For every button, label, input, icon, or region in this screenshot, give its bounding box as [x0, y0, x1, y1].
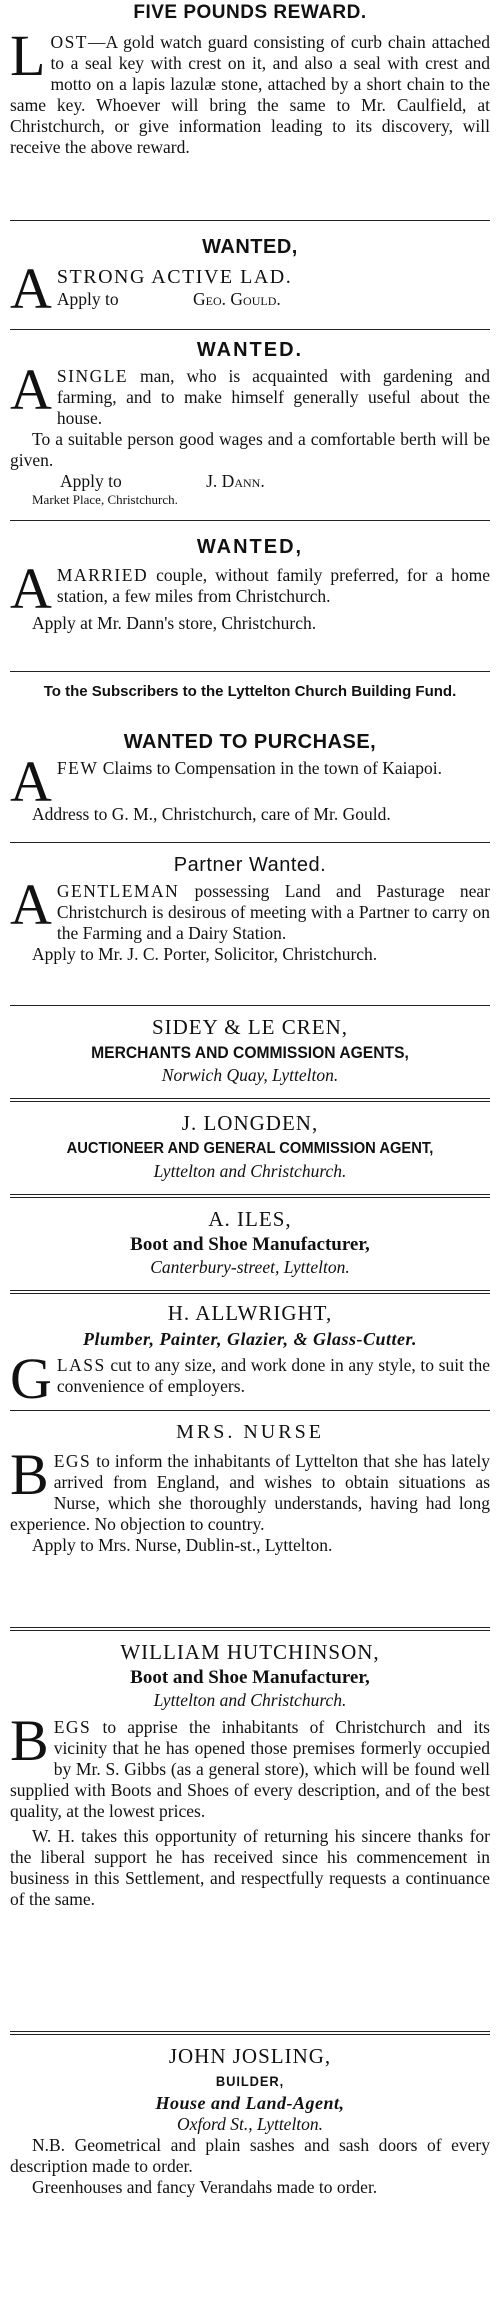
ad-wanted-to-purchase	[10, 728, 490, 842]
ad-title: WILLIAM HUTCHINSON,	[120, 1640, 380, 1664]
ad-title: WANTED TO PURCHASE,	[123, 731, 377, 753]
ad-hutchinson	[10, 1631, 490, 2031]
drop-cap: A	[10, 872, 52, 937]
drop-cap: A	[10, 256, 52, 321]
ad-apply: Apply at Mr. Dann's store, Christchurch.	[32, 613, 317, 633]
ad-josling	[10, 2035, 490, 2235]
ad-subtitle: Boot and Shoe Manufacturer,	[130, 1234, 370, 1255]
ad-title: FIVE POUNDS REWARD.	[133, 2, 367, 23]
ad-body-2: To a suitable person good wages and a comfortable berth will be given.	[10, 429, 490, 470]
ad-subtitle: MERCHANTS AND COMMISSION AGENTS,	[91, 1043, 409, 1062]
ad-title: JOHN JOSLING,	[168, 2044, 332, 2068]
ad-sidey-le-cren	[10, 1006, 490, 1098]
ad-place: Market Place, Christchurch.	[32, 492, 178, 507]
ad-address: Oxford St., Lyttelton.	[176, 2114, 324, 2134]
ad-body: AMARRIED couple, without family preferred, for a home station, a few miles from Christchurch.	[10, 556, 490, 621]
ad-iles	[10, 1198, 490, 1290]
drop-cap: A	[10, 749, 52, 814]
ad-title: A. ILES,	[208, 1207, 292, 1231]
ad-body: AFEW Claims to Compensation in the town of Kaiapoi.	[10, 749, 442, 814]
ad-body: BEGS to inform the inhabitants of Lyttelton that she has lately arrived from England, and wishes to obtain situations as Nurse, which she thoroughly understands, having had long experience. No objection to country.	[10, 1442, 490, 1534]
ad-body: ASINGLE man, who is acquainted with gardening and farming, and to make himself generally useful about the house.	[10, 357, 490, 428]
ad-notice: To the Subscribers to the Lyttelton Church Building Fund.	[43, 683, 457, 700]
ad-body: BEGS to apprise the inhabitants of Christchurch and its vicinity that he has opened those premises formerly occupied by Mr. S. Gibbs (as a general store), which will be found well supplied with Boots and Shoes of every description, and of the best quality, at the lowest prices.	[10, 1708, 490, 1821]
ad-church-notice	[10, 672, 490, 728]
ad-body: N.B. Geometrical and plain sashes and sash doors of every description made to order.	[10, 2135, 490, 2176]
ad-body-2: W. H. takes this opportunity of returning his sincere thanks for the liberal support he has received since his commencement in business in this Settlement, and respectfully requests a continuance of the same.	[10, 1826, 490, 1909]
ad-address: Lyttelton and Christchurch.	[153, 1690, 347, 1710]
ad-wanted-married-couple	[10, 521, 490, 671]
ad-title: J. LONGDEN,	[181, 1111, 319, 1135]
ad-apply: Apply to J. Dann.	[60, 471, 265, 491]
ad-title: Partner Wanted.	[173, 854, 327, 876]
ad-body: LOST—A gold watch guard consisting of curb chain attached to a seal key with crest on it, and also a seal with crest and motto on a lapis lazulæ stone, attached by a short chain to the same key. Whoever will bring the same to Mr. Caulfield, at Christchurch, or give information leading to its discovery, will receive the above reward.	[10, 23, 490, 157]
ad-body-2: Greenhouses and fancy Verandahs made to order.	[32, 2177, 378, 2197]
ad-apply: Apply to Geo. Gould.	[56, 289, 281, 309]
drop-cap: A	[10, 556, 52, 621]
ad-mrs-nurse	[10, 1411, 490, 1627]
ad-title: MRS. NURSE	[176, 1421, 324, 1443]
ad-wanted-single-man	[10, 330, 490, 520]
ad-allwright	[10, 1294, 490, 1410]
drop-cap: B	[10, 1708, 49, 1773]
ad-body: ASTRONG ACTIVE LAD.	[10, 256, 293, 321]
ad-subtitle: Boot and Shoe Manufacturer,	[130, 1667, 370, 1688]
ad-body: AGENTLEMAN possessing Land and Pasturage near Christchurch is desirous of meeting with a Partner to carry on the Farming and a Dairy Station.	[10, 872, 490, 943]
ad-trade: House and Land-Agent,	[155, 2093, 345, 2113]
drop-cap: G	[10, 1346, 52, 1411]
ad-five-pounds-reward	[10, 0, 490, 220]
ad-address: Canterbury-street, Lyttelton.	[150, 1257, 350, 1277]
ad-partner-wanted	[10, 843, 490, 1005]
ad-title: WANTED,	[202, 236, 298, 258]
ad-title: H. ALLWRIGHT,	[167, 1301, 333, 1325]
ad-address: Norwich Quay, Lyttelton.	[161, 1065, 339, 1085]
ad-subtitle: AUCTIONEER AND GENERAL COMMISSION AGENT,	[66, 1140, 434, 1157]
ad-title: SIDEY & LE CREN,	[151, 1015, 349, 1039]
ad-title: WANTED.	[196, 339, 304, 361]
ad-apply: Apply to Mr. J. C. Porter, Solicitor, Christchurch.	[32, 944, 378, 964]
ad-longden	[10, 1102, 490, 1194]
ad-address: Lyttelton and Christchurch.	[153, 1161, 347, 1181]
ad-body: GLASS cut to any size, and work done in any style, to suit the convenience of employers.	[10, 1346, 490, 1411]
drop-cap: A	[10, 357, 52, 422]
ad-subtitle: BUILDER,	[215, 2073, 285, 2089]
drop-cap: B	[10, 1442, 49, 1507]
drop-cap: L	[10, 23, 46, 88]
ad-title: WANTED,	[196, 536, 304, 558]
ad-subtitle: Plumber, Painter, Glazier, & Glass-Cutter.	[82, 1329, 418, 1349]
ad-apply: Apply to Mrs. Nurse, Dublin-st., Lyttelton.	[32, 1535, 333, 1555]
ad-wanted-lad	[10, 221, 490, 329]
ad-address: Address to G. M., Christchurch, care of Mr. Gould.	[32, 804, 391, 824]
